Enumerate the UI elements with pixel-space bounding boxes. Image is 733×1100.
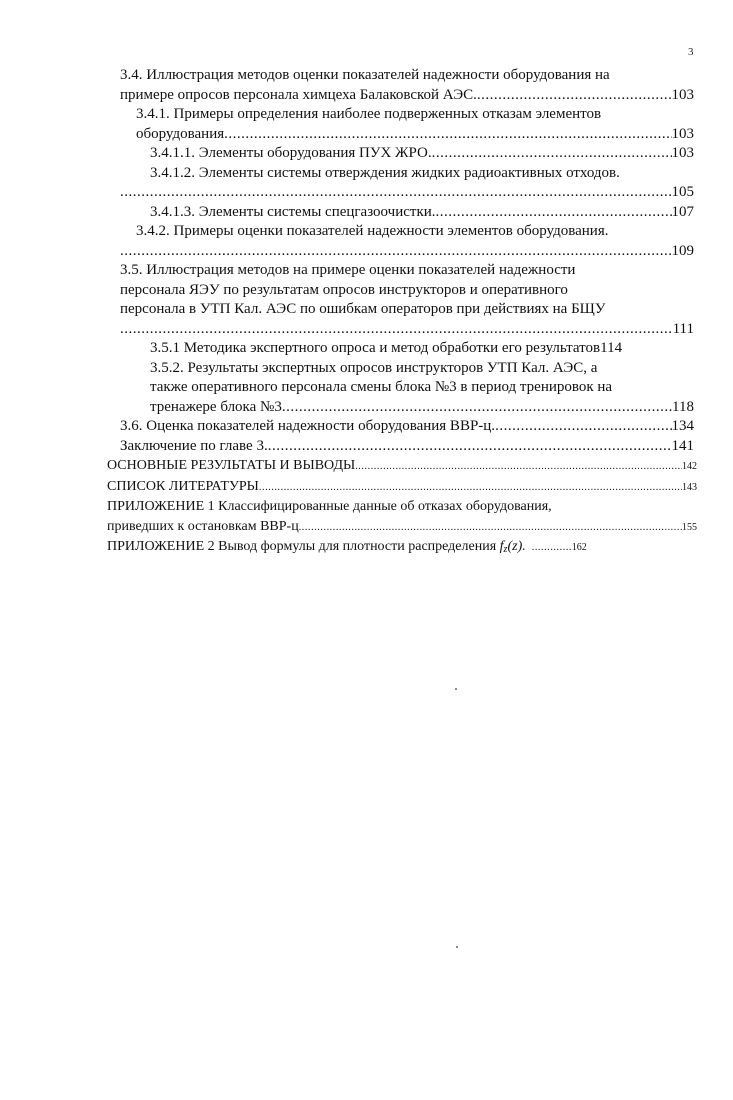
toc-leader-dots	[268, 437, 672, 457]
toc-page-number: 107	[671, 203, 694, 220]
toc-leader-dots	[299, 518, 682, 538]
toc-entry-text: 3.4.1.1. Элементы оборудования ПУХ ЖРО.	[150, 145, 432, 161]
table-of-contents	[0, 66, 733, 560]
toc-leader-dots	[495, 417, 671, 437]
toc-page-number: 105	[671, 184, 694, 200]
toc-entry-text: 3.4. Иллюстрация методов оценки показателей надежности оборудования на	[120, 67, 610, 83]
toc-leader-dots	[120, 242, 672, 262]
formula-symbol: f	[499, 539, 504, 554]
toc-entry-text: 3.5. Иллюстрация методов на примере оценки показателей надежности	[120, 262, 576, 278]
toc-entry-text: ОСНОВНЫЕ РЕЗУЛЬТАТЫ И ВЫВОДЫ	[107, 458, 356, 473]
formula-subscript: z	[503, 544, 508, 555]
toc-page-number: 111	[672, 320, 694, 337]
toc-leader-dots	[436, 203, 672, 223]
toc-entry-3-5[interactable]	[120, 261, 694, 339]
toc-leader-dots	[259, 478, 682, 498]
toc-leader-dots	[477, 86, 672, 106]
toc-entry-main-results[interactable]	[107, 456, 697, 477]
toc-entry-3-6[interactable]	[120, 417, 694, 437]
toc-entry-chapter-conclusion[interactable]	[120, 437, 694, 457]
toc-leader-dots	[355, 457, 682, 477]
toc-entry-text: 3.4.1.3. Элементы системы спецгазоочистки.	[150, 203, 436, 220]
toc-entry-3-4-2[interactable]	[120, 222, 694, 261]
scan-speck	[455, 688, 457, 690]
toc-entry-3-4-1[interactable]	[120, 105, 694, 144]
toc-entry-text: приведших к остановкам ВВР-ц	[107, 518, 299, 534]
toc-entry-text: 3.5.1 Методика экспертного опроса и метод обработки его результатов	[150, 340, 601, 356]
toc-entry-text: оборудования	[136, 125, 225, 142]
toc-entry-3-5-1[interactable]	[150, 339, 694, 359]
toc-entry-text: ПРИЛОЖЕНИЕ 1 Классифицированные данные об отказах оборудования,	[107, 499, 552, 514]
toc-page-number: 134	[671, 418, 694, 434]
toc-entry-text: 3.6. Оценка показателей надежности оборудования ВВР-ц.	[120, 418, 496, 434]
scan-speck	[456, 946, 458, 948]
formula-argument: (z).	[507, 539, 526, 554]
toc-page-number: 103	[671, 86, 694, 103]
toc-entry-3-5-2[interactable]	[150, 359, 694, 418]
toc-entry-text: персонала ЯЭУ по результатам опросов инструкторов и оперативного	[120, 281, 568, 298]
toc-page-number: 109	[671, 242, 694, 259]
toc-leader-dots	[532, 538, 572, 558]
toc-leader-dots	[282, 398, 672, 418]
toc-entry-text: Заключение по главе 3.	[120, 437, 268, 454]
toc-page-number: 103	[671, 125, 694, 142]
toc-page-number: 114	[600, 340, 623, 356]
toc-entry-text: СПИСОК ЛИТЕРАТУРЫ	[107, 478, 259, 494]
toc-page-number: 162	[571, 542, 587, 553]
toc-page-number: 118	[672, 398, 694, 415]
toc-entry-text: 3.5.2. Результаты экспертных опросов инструкторов УТП Кал. АЭС, а	[150, 359, 598, 376]
toc-entry-3-4-1-3[interactable]	[150, 203, 694, 223]
toc-entry-references[interactable]	[107, 477, 697, 498]
toc-entry-3-4-1-2[interactable]	[150, 164, 694, 203]
toc-page-number: 142	[682, 461, 697, 472]
toc-entry-appendix-1[interactable]	[107, 497, 697, 537]
toc-entry-text: персонала в УТП Кал. АЭС по ошибкам операторов при действиях на БЩУ	[120, 301, 606, 317]
toc-entry-3-4-1-1[interactable]	[150, 144, 694, 164]
toc-entry-text: 3.4.2. Примеры оценки показателей надежности элементов оборудования.	[136, 223, 609, 239]
page-number: 3	[688, 46, 694, 58]
toc-entry-3-4[interactable]	[120, 66, 694, 105]
toc-entry-text: тренажере блока №3	[150, 398, 282, 415]
toc-page-number: 103	[671, 145, 694, 161]
toc-leader-dots	[120, 320, 673, 340]
formula-f	[500, 537, 526, 560]
toc-entry-text: ПРИЛОЖЕНИЕ 2 Вывод формулы для плотности распределения	[107, 539, 500, 554]
toc-entry-text: примере опросов персонала химцеха Балаковской АЭС.	[120, 86, 477, 103]
toc-page-number: 155	[682, 521, 697, 533]
toc-leader-dots	[432, 144, 672, 164]
toc-page-number: 141	[671, 437, 694, 454]
toc-leader-dots	[120, 183, 672, 203]
toc-page-number: 143	[682, 481, 697, 493]
toc-entry-text: 3.4.1. Примеры определения наиболее подверженных отказам элементов	[136, 106, 602, 122]
toc-leader-dots	[224, 125, 671, 145]
toc-entry-text: 3.4.1.2. Элементы системы отверждения жидких радиоактивных отходов.	[150, 164, 620, 181]
toc-entry-text: также оперативного персонала смены блока №3 в период тренировок на	[150, 379, 613, 395]
toc-entry-appendix-2[interactable]	[107, 537, 697, 560]
